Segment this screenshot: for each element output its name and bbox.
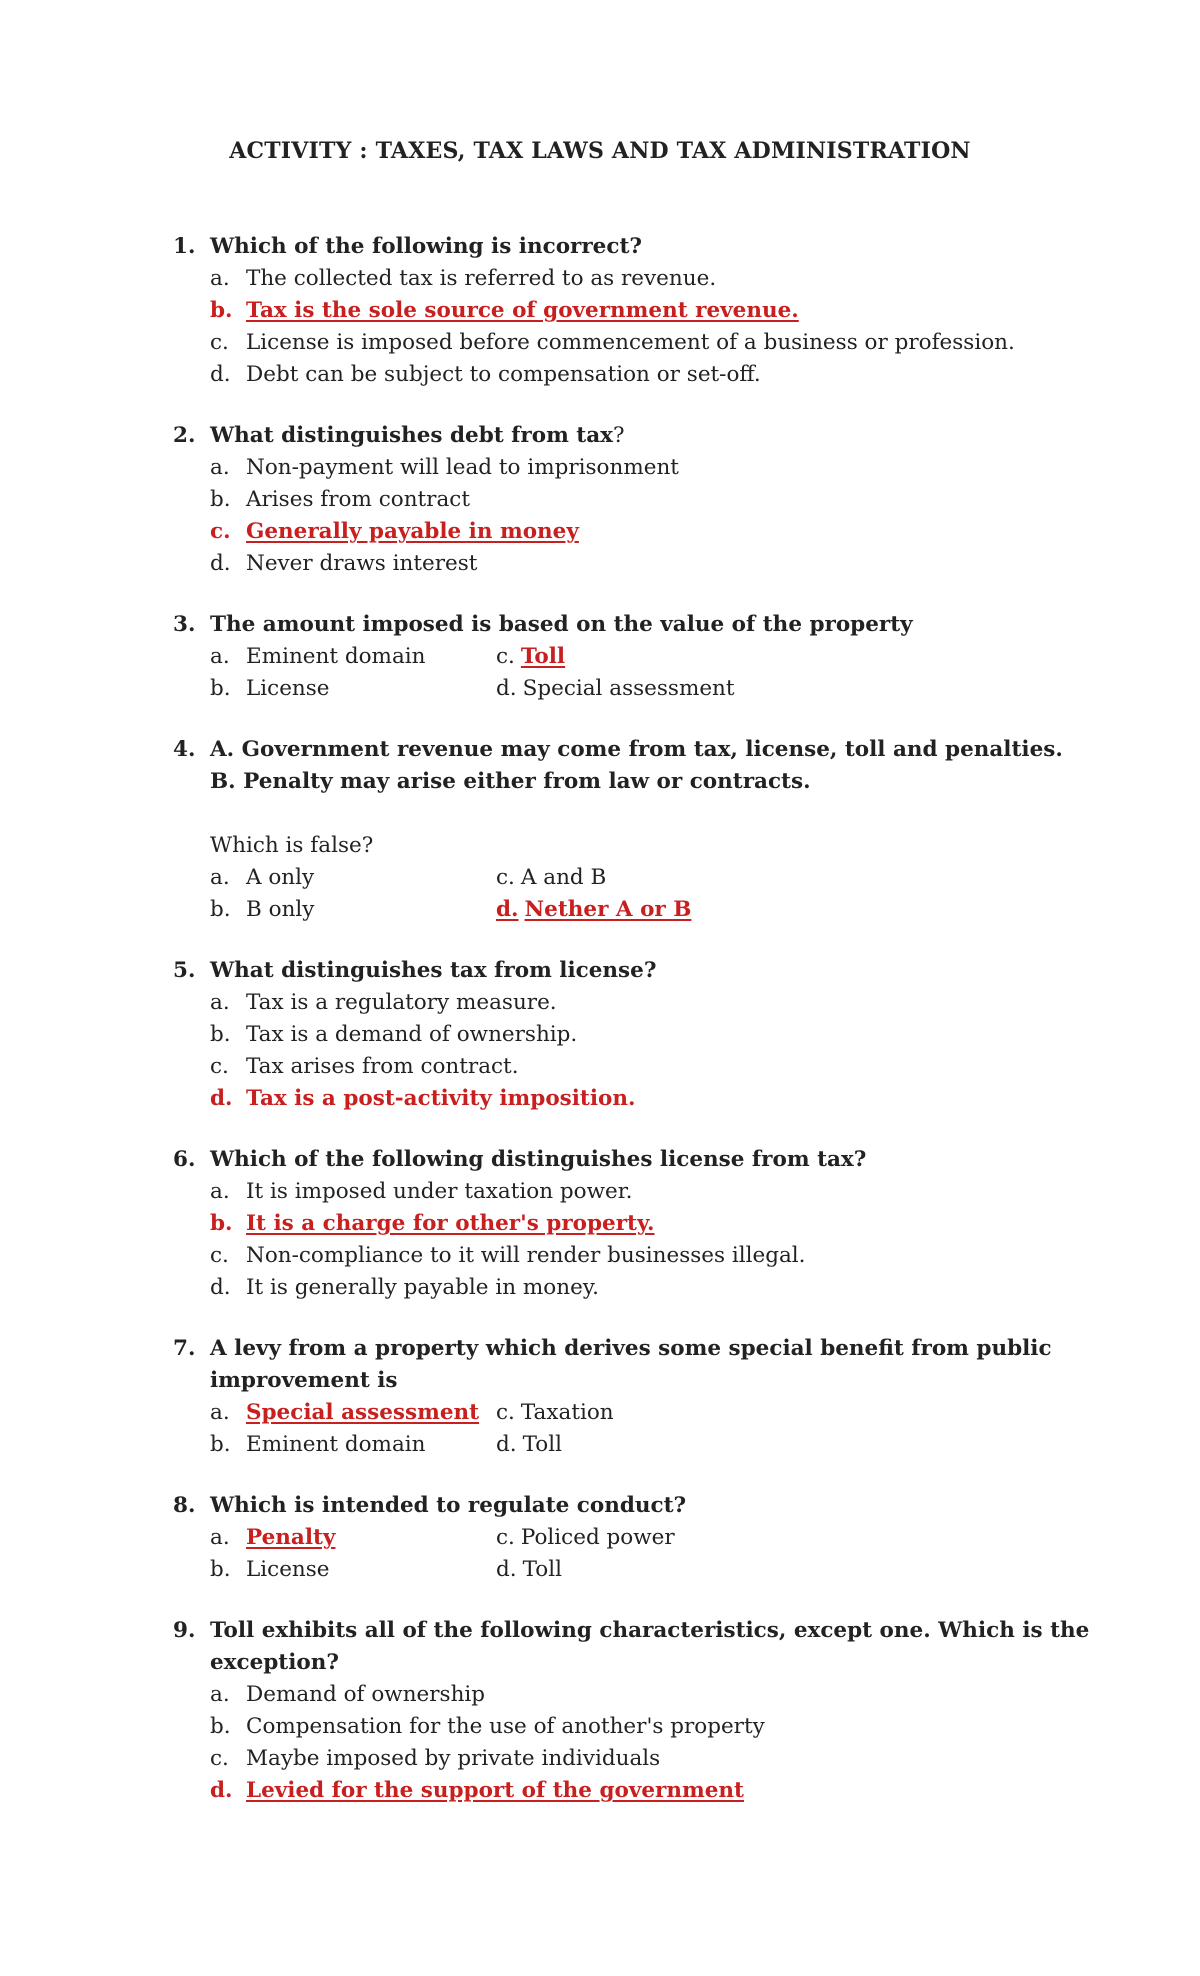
option-text: Policed power bbox=[520, 1525, 675, 1550]
question-text: Which is intended to regulate conduct? bbox=[210, 1493, 687, 1518]
option-letter: c. bbox=[210, 1746, 229, 1771]
option-a bbox=[173, 1679, 1033, 1711]
option-row bbox=[173, 641, 1033, 673]
question-prompt: Which is false? bbox=[210, 833, 374, 858]
question-8 bbox=[173, 1490, 1033, 1586]
option-row bbox=[173, 673, 1033, 705]
option-d bbox=[173, 548, 1033, 580]
option-letter: d. bbox=[210, 362, 231, 387]
option-text: Special assessment bbox=[522, 676, 735, 701]
option-letter: c. bbox=[210, 1243, 229, 1268]
option-text: Tax arises from contract. bbox=[246, 1054, 519, 1079]
question-number: 8. bbox=[173, 1493, 196, 1518]
option-letter: b. bbox=[210, 676, 231, 701]
option-b bbox=[210, 1429, 426, 1461]
option-letter: a. bbox=[210, 455, 230, 480]
option-text: Non-compliance to it will render businesses illegal. bbox=[246, 1243, 806, 1268]
question-2 bbox=[173, 420, 1033, 580]
option-c bbox=[496, 1522, 675, 1554]
option-letter: d. bbox=[210, 551, 231, 576]
option-a bbox=[173, 987, 1033, 1019]
option-text: Taxation bbox=[520, 1400, 614, 1425]
option-d bbox=[496, 1429, 562, 1461]
question-number: 7. bbox=[173, 1336, 196, 1361]
option-d-correct-answer bbox=[173, 1775, 1033, 1807]
option-letter: d. bbox=[210, 1778, 233, 1803]
question-5 bbox=[173, 955, 1033, 1115]
question-6 bbox=[173, 1144, 1033, 1304]
option-c bbox=[496, 862, 606, 894]
option-d-correct-answer bbox=[173, 1083, 1033, 1115]
option-letter: d. bbox=[496, 897, 519, 922]
option-d-correct-answer bbox=[496, 894, 691, 926]
question-text-line2: improvement is bbox=[210, 1368, 398, 1393]
option-text: Demand of ownership bbox=[246, 1682, 486, 1707]
question-text: Toll exhibits all of the following characteristics, except one. Which is the bbox=[210, 1618, 1090, 1643]
option-a bbox=[173, 452, 1033, 484]
option-a bbox=[173, 263, 1033, 295]
option-c bbox=[173, 1051, 1033, 1083]
option-text: It is imposed under taxation power. bbox=[246, 1179, 633, 1204]
option-letter: a. bbox=[210, 1525, 230, 1550]
option-letter: c. bbox=[496, 1525, 515, 1550]
option-b bbox=[210, 1554, 330, 1586]
option-b bbox=[210, 673, 330, 705]
option-letter: a. bbox=[210, 1179, 230, 1204]
correct-answer-text: Penalty bbox=[246, 1525, 336, 1550]
option-text: Levied for the support of the government bbox=[246, 1778, 744, 1803]
option-text: Debt can be subject to compensation or set-off. bbox=[246, 362, 761, 387]
correct-answer-text: Special assessment bbox=[246, 1400, 480, 1425]
option-c bbox=[173, 327, 1033, 359]
option-text: B only bbox=[246, 897, 315, 922]
question-number: 5. bbox=[173, 958, 196, 983]
option-c-correct-answer bbox=[173, 516, 1033, 548]
option-letter: d. bbox=[210, 1275, 231, 1300]
option-b-correct-answer bbox=[173, 295, 1033, 327]
option-letter: c. bbox=[210, 519, 231, 544]
question-text: A levy from a property which derives some special benefit from public bbox=[210, 1336, 1052, 1361]
option-letter: d. bbox=[496, 1557, 517, 1582]
option-letter: b. bbox=[210, 1432, 231, 1457]
question-1 bbox=[173, 231, 1033, 391]
option-c bbox=[496, 641, 565, 673]
option-b bbox=[173, 1711, 1033, 1743]
option-letter: d. bbox=[210, 1086, 233, 1111]
question-text: The amount imposed is based on the value of the property bbox=[210, 612, 913, 637]
option-letter: a. bbox=[210, 644, 230, 669]
question-number: 6. bbox=[173, 1147, 196, 1172]
option-b bbox=[210, 894, 314, 926]
question-text-line2: B. Penalty may arise either from law or contracts. bbox=[210, 769, 811, 794]
option-row bbox=[173, 1397, 1033, 1429]
question-number: 4. bbox=[173, 737, 196, 762]
option-a bbox=[173, 1176, 1033, 1208]
option-letter: a. bbox=[210, 990, 230, 1015]
option-b bbox=[173, 1019, 1033, 1051]
option-letter: b. bbox=[210, 298, 233, 323]
option-letter: a. bbox=[210, 266, 230, 291]
option-d bbox=[496, 673, 735, 705]
option-text: The collected tax is referred to as revenue. bbox=[246, 266, 717, 291]
option-letter: c. bbox=[496, 865, 515, 890]
option-row bbox=[173, 1429, 1033, 1461]
option-a bbox=[210, 641, 426, 673]
option-letter: c. bbox=[210, 1054, 229, 1079]
option-text: A and B bbox=[520, 865, 607, 890]
option-text: Eminent domain bbox=[246, 644, 426, 669]
option-text: It is generally payable in money. bbox=[246, 1275, 599, 1300]
option-text: A only bbox=[246, 865, 315, 890]
option-letter: a. bbox=[210, 865, 230, 890]
option-row bbox=[173, 1522, 1033, 1554]
option-letter: b. bbox=[210, 1714, 231, 1739]
option-text: Eminent domain bbox=[246, 1432, 426, 1457]
option-d bbox=[173, 1272, 1033, 1304]
question-number: 2. bbox=[173, 423, 196, 448]
option-a bbox=[210, 862, 314, 894]
question-text: What distinguishes tax from license? bbox=[210, 958, 657, 983]
question-text: What distinguishes debt from tax? bbox=[210, 423, 625, 448]
option-letter: a. bbox=[210, 1682, 230, 1707]
option-c bbox=[496, 1397, 614, 1429]
option-letter: b. bbox=[210, 1211, 233, 1236]
option-c bbox=[173, 1743, 1033, 1775]
option-letter: c. bbox=[496, 1400, 515, 1425]
question-text: A. Government revenue may come from tax, license, toll and penalties. bbox=[210, 737, 1063, 762]
page-title: ACTIVITY : TAXES, TAX LAWS AND TAX ADMINISTRATION bbox=[229, 138, 971, 164]
option-row bbox=[173, 862, 1033, 894]
option-letter: b. bbox=[210, 1557, 231, 1582]
option-letter: b. bbox=[210, 487, 231, 512]
option-text: Generally payable in money bbox=[246, 519, 579, 544]
option-letter: c. bbox=[210, 330, 229, 355]
option-letter: a. bbox=[210, 1400, 230, 1425]
option-row bbox=[173, 1554, 1033, 1586]
option-d bbox=[173, 359, 1033, 391]
option-letter: d. bbox=[496, 1432, 517, 1457]
option-text: Tax is a post-activity imposition. bbox=[246, 1086, 636, 1111]
option-c bbox=[173, 1240, 1033, 1272]
option-text: Toll bbox=[522, 1557, 562, 1582]
option-text: Maybe imposed by private individuals bbox=[246, 1746, 661, 1771]
option-text: Never draws interest bbox=[246, 551, 478, 576]
correct-answer-text: Nether A or B bbox=[524, 897, 692, 922]
question-number: 1. bbox=[173, 234, 196, 259]
question-9 bbox=[173, 1615, 1090, 1807]
question-text: Which of the following is incorrect? bbox=[210, 234, 642, 259]
option-text: License bbox=[246, 676, 330, 701]
option-text: Tax is a regulatory measure. bbox=[246, 990, 557, 1015]
question-3 bbox=[173, 609, 1033, 705]
option-text: Arises from contract bbox=[246, 487, 470, 512]
option-text: Toll bbox=[522, 1432, 562, 1457]
question-text: Which of the following distinguishes license from tax? bbox=[210, 1147, 867, 1172]
option-text: Tax is the sole source of government revenue. bbox=[246, 298, 799, 323]
option-letter: b. bbox=[210, 1022, 231, 1047]
question-text-line2: exception? bbox=[210, 1650, 339, 1675]
option-d bbox=[496, 1554, 562, 1586]
option-text: License is imposed before commencement of a business or profession. bbox=[246, 330, 1015, 355]
question-number: 3. bbox=[173, 612, 196, 637]
question-number: 9. bbox=[173, 1618, 196, 1643]
option-a bbox=[210, 1397, 479, 1429]
option-b bbox=[173, 484, 1033, 516]
question-4 bbox=[173, 734, 1063, 926]
option-text: Tax is a demand of ownership. bbox=[246, 1022, 578, 1047]
option-text: License bbox=[246, 1557, 330, 1582]
option-text: Compensation for the use of another's property bbox=[246, 1714, 765, 1739]
option-b-correct-answer bbox=[173, 1208, 1033, 1240]
option-a bbox=[210, 1522, 335, 1554]
option-letter: b. bbox=[210, 897, 231, 922]
option-letter: d. bbox=[496, 676, 517, 701]
correct-answer-text: Toll bbox=[520, 644, 566, 669]
question-7 bbox=[173, 1333, 1052, 1461]
option-row bbox=[173, 894, 1033, 926]
option-text: Non-payment will lead to imprisonment bbox=[246, 455, 679, 480]
option-letter: c. bbox=[496, 644, 515, 669]
option-text: It is a charge for other's property. bbox=[246, 1211, 655, 1236]
